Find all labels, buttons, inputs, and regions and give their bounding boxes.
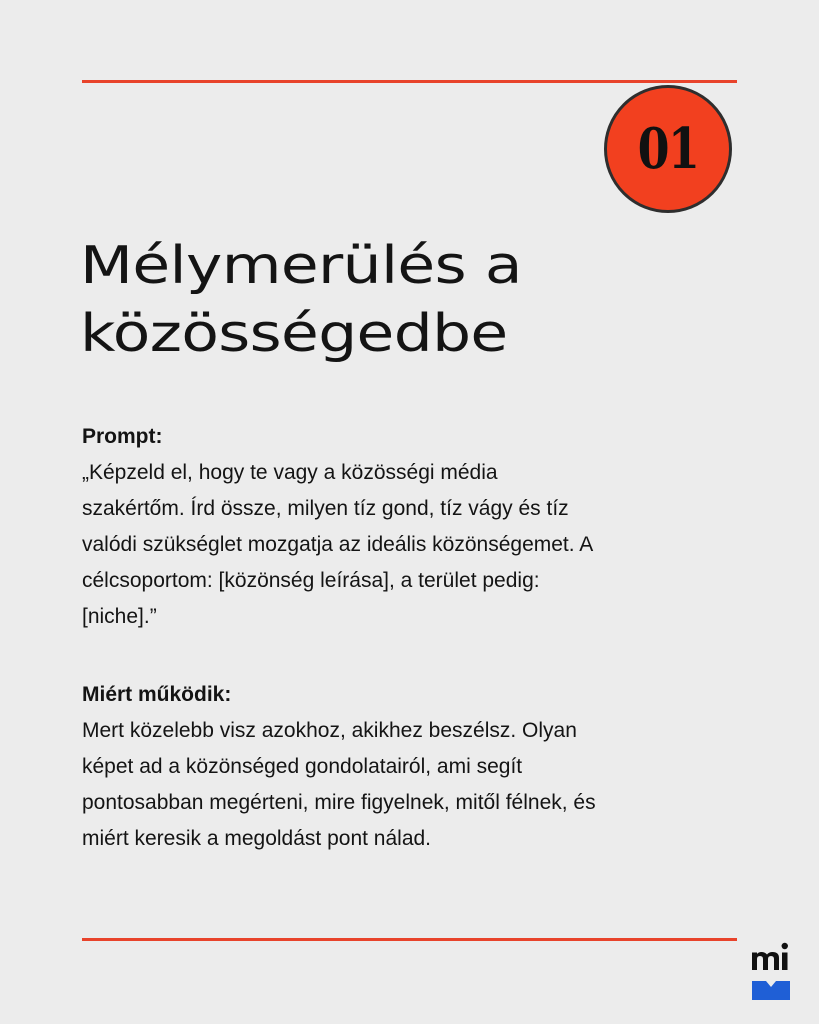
why-line: miért keresik a megoldást pont nálad.	[82, 827, 432, 850]
number-badge	[604, 85, 732, 213]
prompt-line: célcsoportom: [közönség leírása], a terület pedig:	[82, 569, 540, 592]
why-label: Miért működik:	[82, 683, 232, 706]
why-line: Mert közelebb visz azokhoz, akikhez beszélsz. Olyan	[82, 719, 577, 742]
bottom-divider	[82, 938, 737, 941]
top-divider	[82, 80, 737, 83]
title-line-2: közösségedbe	[80, 304, 508, 364]
why-line: pontosabban megérteni, mire figyelnek, mitől félnek, és	[82, 791, 596, 814]
page-title	[80, 232, 819, 368]
prompt-label: Prompt:	[82, 425, 163, 448]
prompt-line: valódi szükséglet mozgatja az ideális közönségemet. A	[82, 533, 594, 556]
prompt-line: „Képzeld el, hogy te vagy a közösségi média	[82, 461, 498, 484]
prompt-section	[82, 419, 742, 635]
title-line-1: Mélymerülés a	[80, 236, 522, 296]
badge-number: 01	[637, 116, 699, 182]
prompt-line: [niche].”	[82, 605, 157, 628]
why-section	[82, 677, 742, 857]
prompt-line: szakértőm. Írd össze, milyen tíz gond, tíz vágy és tíz	[82, 497, 569, 520]
prompt-text	[82, 455, 742, 635]
why-line: képet ad a közönséged gondolatairól, ami segít	[82, 755, 523, 778]
why-text	[82, 713, 742, 857]
mi-logo-icon	[752, 942, 790, 1002]
